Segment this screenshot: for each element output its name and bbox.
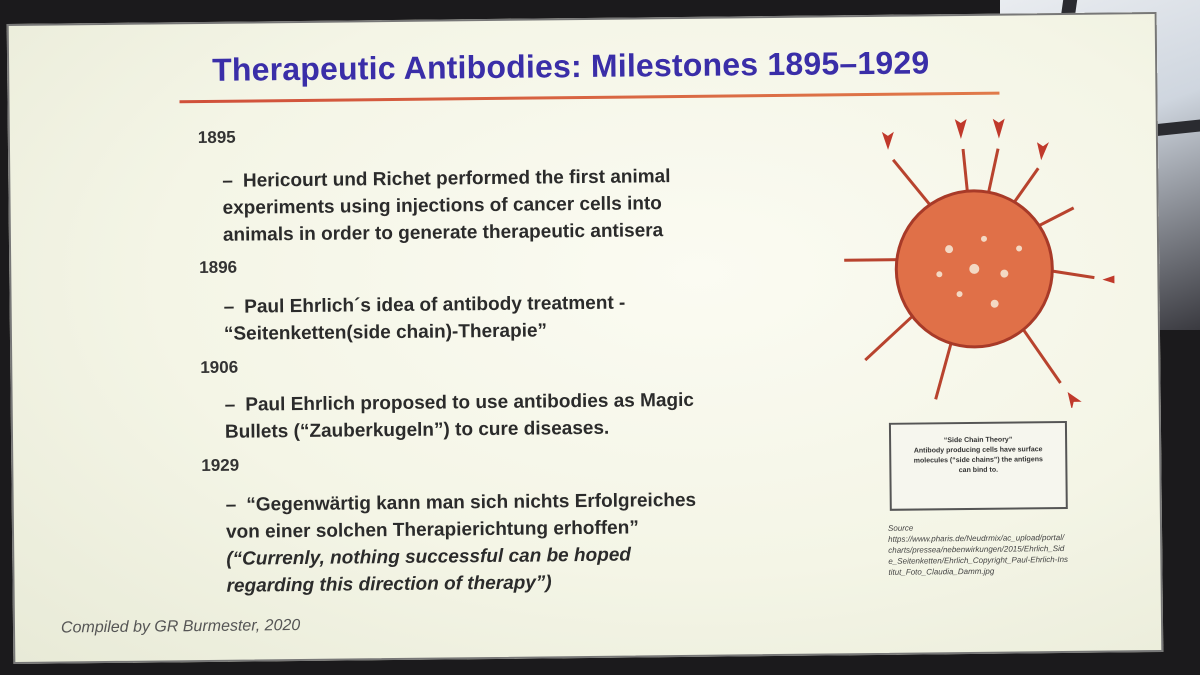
figure-caption-box	[889, 421, 1068, 511]
source-label: Source	[887, 523, 914, 533]
source-url: https://www.pharis.de/Neudrmix/ac_upload/portal/charts/pressea/nebenwirkungen/2015/Ehrlich_Side_Seitenketten/Ehrlich_Copyright_Paul-Ehrlich-Institut_Foto_Claudia_Damm.jpg	[888, 532, 1069, 577]
translation-line: regarding this direction of therapy”)	[226, 572, 552, 597]
milestone-text-1906: – Paul Ehrlich proposed to use antibodies as Magic Bullets (“Zauberkugeln”) to cure diseases.	[224, 389, 695, 443]
milestone-year-1896: 1896	[199, 257, 238, 278]
image-source	[888, 521, 1069, 578]
slide-title: Therapeutic Antibodies: Milestones 1895–1929	[211, 44, 930, 88]
slide-credit: Compiled by GR Burmester, 2020	[60, 616, 301, 637]
caption-text: Antibody producing cells have surface molecules (“side chains”) the antigens can bind to.	[913, 446, 1043, 475]
caption-heading: “Side Chain Theory”	[943, 436, 1013, 445]
milestone-text-1896: – Paul Ehrlich´s idea of antibody treatment - “Seitenketten(side chain)-Therapie”	[223, 292, 626, 345]
bullet-dash: –	[223, 296, 235, 318]
bullet-dash: –	[225, 494, 237, 516]
milestone-text-1929: – “Gegenwärtig kann man sich nichts Erfolgreiches von einer solchen Therapierichtung erhoffen” (“Currenly, nothing successful can be hoped regarding this direction of therapy”)	[226, 487, 697, 600]
milestone-text-1895: – Hericourt und Richet performed the first animal experiments using injections of cancer cells into animals in order to generate therapeutic antisera	[222, 166, 671, 246]
title-underline	[179, 92, 999, 104]
translation-line: (“Currenly, nothing successful can be hoped	[226, 544, 632, 570]
milestone-year-1895: 1895	[197, 127, 236, 148]
bullet-dash: –	[224, 394, 236, 416]
side-chain-cell-illustration	[833, 107, 1116, 410]
milestone-year-1929: 1929	[201, 455, 240, 476]
milestone-year-1906: 1906	[200, 357, 239, 378]
bullet-dash: –	[222, 170, 234, 192]
presentation-slide	[7, 12, 1164, 664]
